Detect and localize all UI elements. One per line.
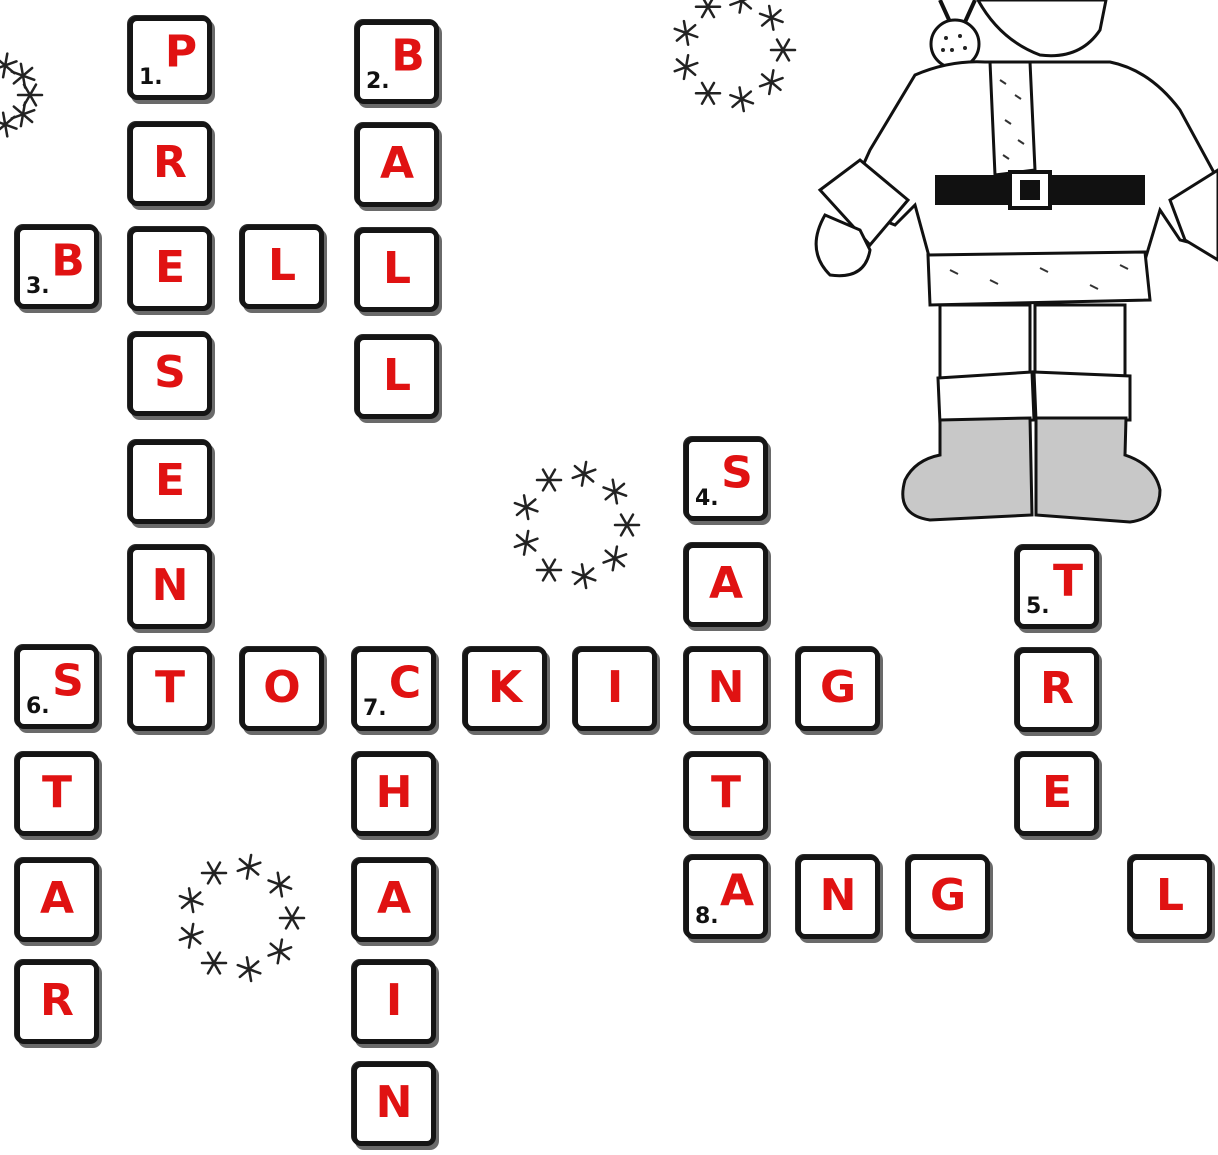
- crossword-cell-o6[interactable]: [240, 647, 324, 731]
- cell-letter: N: [375, 1077, 413, 1129]
- crossword-cell-e1[interactable]: [128, 227, 212, 311]
- cell-letter: R: [40, 975, 74, 1027]
- crossword-cell-i6[interactable]: [573, 647, 657, 731]
- clue-number: 3.: [26, 274, 50, 299]
- crossword-cell-l3[interactable]: [355, 335, 439, 419]
- crossword-cell-s1[interactable]: [128, 332, 212, 416]
- cell-letter: B: [51, 235, 85, 287]
- crossword-cell-a6[interactable]: [15, 858, 99, 942]
- cell-letter: G: [819, 662, 857, 714]
- crossword-cell-k6[interactable]: [463, 647, 547, 731]
- crossword-cell-a2[interactable]: [355, 123, 439, 207]
- clue-number: 7.: [363, 696, 387, 721]
- crossword-cell-l8[interactable]: [1128, 855, 1212, 939]
- crossword-cell-h7[interactable]: [352, 752, 436, 836]
- crossword-cell-t4[interactable]: [684, 752, 768, 836]
- santa-illustration: [800, 0, 1218, 530]
- crossword-cell-n7[interactable]: [352, 1062, 436, 1146]
- cell-letter: N: [707, 662, 745, 714]
- clue-number: 6.: [26, 694, 50, 719]
- crossword-cell-a7[interactable]: [352, 858, 436, 942]
- clue-number: 4.: [695, 486, 719, 511]
- cell-letter: L: [267, 240, 297, 292]
- cell-letter: E: [154, 455, 186, 507]
- crossword-cell-g8[interactable]: [906, 855, 990, 939]
- cell-letter: N: [819, 870, 857, 922]
- crossword-cell-s6[interactable]: [15, 645, 99, 729]
- cell-letter: T: [41, 767, 72, 819]
- crossword-cell-n4[interactable]: [684, 647, 768, 731]
- crossword-cell-i7[interactable]: [352, 960, 436, 1044]
- crossword-cell-t6[interactable]: [15, 752, 99, 836]
- cell-letter: T: [154, 662, 185, 714]
- snowflake-wreath-icon: [168, 846, 312, 990]
- crossword-cell-e5[interactable]: [1015, 752, 1099, 836]
- cell-letter: R: [1040, 663, 1074, 715]
- cell-letter: A: [39, 873, 75, 925]
- crossword-cell-r1[interactable]: [128, 122, 212, 206]
- crossword-cell-n8[interactable]: [796, 855, 880, 939]
- crossword-cell-e2[interactable]: [128, 440, 212, 524]
- crossword-cell-n1[interactable]: [128, 545, 212, 629]
- snowflake-wreath-icon: [503, 453, 647, 597]
- crossword-cell-t5[interactable]: [1015, 545, 1099, 629]
- clue-number: 2.: [366, 69, 390, 94]
- cell-letter: A: [708, 558, 744, 610]
- cell-letter: R: [153, 137, 187, 189]
- cell-letter: A: [379, 138, 415, 190]
- crossword-cell-c7[interactable]: [352, 647, 436, 731]
- crossword-cell-r6[interactable]: [15, 960, 99, 1044]
- cell-letter: T: [1052, 555, 1083, 607]
- crossword-cell-g6[interactable]: [796, 647, 880, 731]
- crossword-cell-t1[interactable]: [128, 647, 212, 731]
- cell-letter: H: [375, 767, 413, 819]
- cell-letter: K: [487, 662, 523, 714]
- cell-letter: O: [263, 662, 301, 714]
- clue-number: 1.: [139, 65, 163, 90]
- crossword-cell-b2[interactable]: [355, 20, 439, 104]
- cell-letter: I: [385, 975, 403, 1027]
- cell-letter: E: [1041, 767, 1073, 819]
- crossword-cell-a4[interactable]: [684, 543, 768, 627]
- crossword-cell-l1[interactable]: [240, 225, 324, 309]
- cell-letter: L: [1155, 870, 1185, 922]
- crossword-cell-l2[interactable]: [355, 228, 439, 312]
- cell-letter: I: [606, 662, 624, 714]
- cell-letter: A: [376, 873, 412, 925]
- cell-letter: T: [710, 767, 741, 819]
- clue-number: 8.: [695, 904, 719, 929]
- cell-letter: P: [164, 26, 198, 78]
- cell-letter: G: [929, 870, 967, 922]
- cell-letter: C: [388, 657, 422, 709]
- cell-letter: S: [721, 447, 753, 499]
- cell-letter: S: [52, 655, 84, 707]
- crossword-cell-b3[interactable]: [15, 225, 99, 309]
- cell-letter: N: [151, 560, 189, 612]
- crossword-cell-r5[interactable]: [1015, 648, 1099, 732]
- crossword-cell-s4[interactable]: [684, 437, 768, 521]
- crossword-cell-p1[interactable]: [128, 16, 212, 100]
- clue-number: 5.: [1026, 594, 1050, 619]
- cell-letter: L: [382, 243, 412, 295]
- cell-letter: S: [154, 347, 186, 399]
- snowflake-wreath-icon: [0, 45, 50, 145]
- cell-letter: E: [154, 242, 186, 294]
- crossword-cell-a8[interactable]: [684, 855, 768, 939]
- cell-letter: A: [719, 865, 755, 917]
- cell-letter: B: [391, 30, 425, 82]
- cell-letter: L: [382, 350, 412, 402]
- snowflake-wreath-icon: [663, 0, 803, 120]
